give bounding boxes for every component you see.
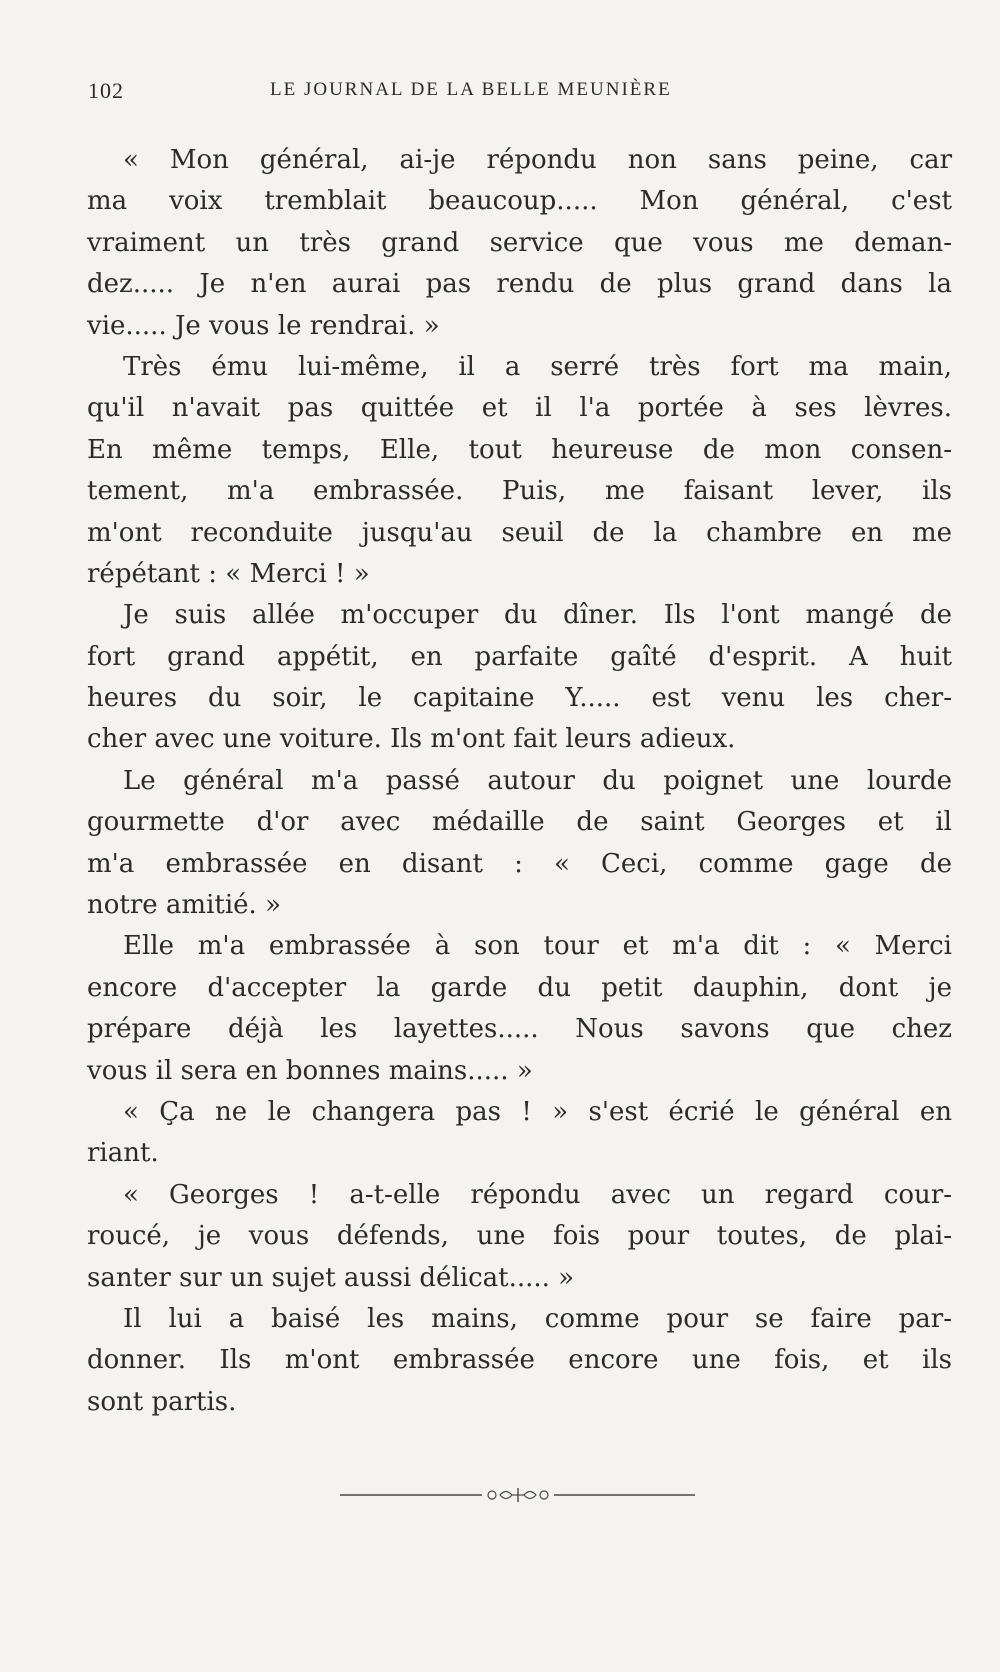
text-line: roucé, je vous défends, une fois pour toutes, de plai- bbox=[87, 1221, 952, 1252]
text-line: vie..... Je vous le rendrai. » bbox=[87, 310, 440, 341]
text-line: cher avec une voiture. Ils m'ont fait leurs adieux. bbox=[87, 724, 736, 755]
text-line: « Ça ne le changera pas ! » s'est écrié le général en bbox=[123, 1096, 952, 1127]
text-line: Elle m'a embrassée à son tour et m'a dit : « Merci bbox=[123, 931, 952, 962]
body-text bbox=[87, 140, 952, 1423]
text-line: m'a embrassée en disant : « Ceci, comme gage de bbox=[87, 848, 952, 879]
page-number: 102 bbox=[88, 78, 124, 103]
text-line: gourmette d'or avec médaille de saint Georges et il bbox=[87, 807, 952, 838]
running-title: LE JOURNAL DE LA BELLE MEUNIÈRE bbox=[270, 79, 672, 100]
text-line: notre amitié. » bbox=[87, 890, 281, 921]
text-line: En même temps, Elle, tout heureuse de mon consen- bbox=[87, 434, 952, 465]
running-header bbox=[88, 78, 950, 108]
text-line: vraiment un très grand service que vous me deman- bbox=[87, 227, 952, 258]
text-line: « Mon général, ai-je répondu non sans peine, car bbox=[123, 145, 952, 175]
text-line: qu'il n'avait pas quittée et il l'a portée à ses lèvres. bbox=[87, 393, 952, 424]
text-line: tement, m'a embrassée. Puis, me faisant lever, ils bbox=[87, 476, 952, 507]
text-line: Je suis allée m'occuper du dîner. Ils l'ont mangé de bbox=[123, 600, 952, 631]
text-line: « Georges ! a-t-elle répondu avec un regard cour- bbox=[123, 1179, 952, 1210]
text-line: Il lui a baisé les mains, comme pour se faire par- bbox=[123, 1303, 952, 1334]
tailpiece-rule-ornament-icon bbox=[340, 1486, 695, 1504]
text-line: riant. bbox=[87, 1138, 159, 1169]
text-line: santer sur un sujet aussi délicat..... » bbox=[87, 1262, 575, 1293]
text-line: prépare déjà les layettes..... Nous savons que chez bbox=[87, 1014, 952, 1045]
text-line: fort grand appétit, en parfaite gaîté d'esprit. A huit bbox=[87, 641, 952, 672]
text-line: Le général m'a passé autour du poignet une lourde bbox=[123, 765, 952, 796]
text-line: ma voix tremblait beaucoup..... Mon général, c'est bbox=[87, 186, 952, 217]
text-line: donner. Ils m'ont embrassée encore une fois, et ils bbox=[87, 1345, 952, 1376]
text-line: dez..... Je n'en aurai pas rendu de plus grand dans la bbox=[87, 269, 952, 300]
text-line: sont partis. bbox=[87, 1386, 237, 1417]
text-line: encore d'accepter la garde du petit dauphin, dont je bbox=[87, 972, 952, 1003]
text-line: m'ont reconduite jusqu'au seuil de la chambre en me bbox=[87, 517, 952, 548]
text-line: vous il sera en bonnes mains..... » bbox=[87, 1055, 533, 1086]
text-line: Très ému lui-même, il a serré très fort ma main, bbox=[123, 351, 952, 382]
text-line: répétant : « Merci ! » bbox=[87, 558, 370, 589]
text-line: heures du soir, le capitaine Y..... est venu les cher- bbox=[87, 683, 952, 714]
